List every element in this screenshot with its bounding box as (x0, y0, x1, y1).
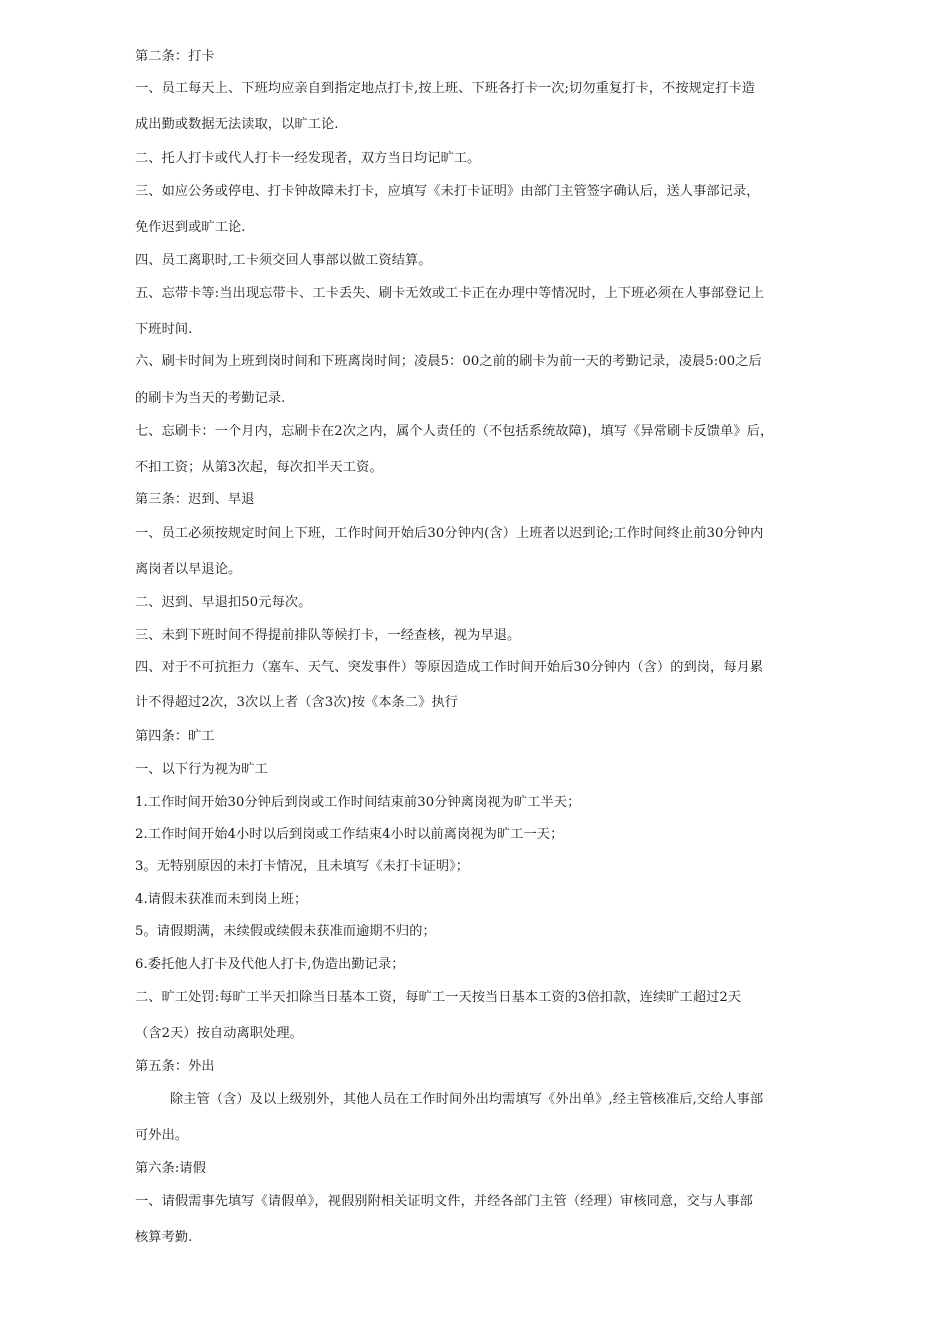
paragraph-line: 三、未到下班时间不得提前排队等候打卡，一经查核，视为早退。 (135, 628, 521, 643)
section-heading-clock-in: 第二条：打卡 (135, 49, 215, 64)
paragraph-line: 免作迟到或旷工论. (135, 220, 246, 235)
paragraph-line: 除主管（含）及以上级别外，其他人员在工作时间外出均需填写《外出单》,经主管核准后,交给人事部 (170, 1092, 764, 1107)
paragraph-line: 二、托人打卡或代人打卡一经发现者，双方当日均记旷工。 (135, 151, 481, 166)
paragraph-line: 计不得超过2次，3次以上者（含3次)按《本条二》执行 (135, 695, 459, 710)
list-item: 2.工作时间开始4小时以后到岗或工作结束4小时以前离岗视为旷工一天； (135, 827, 564, 842)
paragraph-line: 不扣工资；从第3次起，每次扣半天工资。 (135, 460, 383, 475)
list-item: 4.请假未获准而未到岗上班； (135, 892, 308, 907)
section-heading-going-out: 第五条：外出 (135, 1059, 215, 1074)
paragraph-line: 离岗者以早退论。 (135, 562, 242, 577)
paragraph-line: 下班时间. (135, 322, 193, 337)
paragraph-line: 可外出。 (135, 1128, 189, 1143)
paragraph-line: 一、员工每天上、下班均应亲自到指定地点打卡,按上班、下班各打卡一次;切勿重复打卡，不按规定打卡造 (135, 81, 756, 96)
section-heading-late-early: 第三条：迟到、早退 (135, 492, 255, 507)
paragraph-line: 二、迟到、早退扣50元每次。 (135, 595, 312, 610)
paragraph-line: （含2天）按自动离职处理。 (135, 1026, 303, 1041)
paragraph-line: 一、员工必须按规定时间上下班，工作时间开始后30分钟内(含）上班者以迟到论;工作时间终止前30分钟内 (135, 526, 764, 541)
section-heading-absence: 第四条：旷工 (135, 729, 215, 744)
list-item: 3。无特别原因的未打卡情况，且未填写《未打卡证明》； (135, 859, 470, 874)
list-item: 6.委托他人打卡及代他人打卡,伪造出勤记录； (135, 957, 405, 972)
paragraph-line: 四、对于不可抗拒力（塞车、天气、突发事件）等原因造成工作时间开始后30分钟内（含）的到岗，每月累 (135, 660, 764, 675)
list-item: 5。请假期满，未续假或续假未获准而逾期不归的； (135, 924, 436, 939)
paragraph-line: 五、忘带卡等:当出现忘带卡、工卡丢失、刷卡无效或工卡正在办理中等情况时，上下班必须在人事部登记上 (135, 286, 765, 301)
paragraph-line: 四、员工离职时,工卡须交回人事部以做工资结算。 (135, 253, 432, 268)
paragraph-line: 一、请假需事先填写《请假单》，视假别附相关证明文件，并经各部门主管（经理）审核同意，交与人事部 (135, 1194, 753, 1209)
paragraph-line: 六、刷卡时间为上班到岗时间和下班离岗时间；凌晨5：00之前的刷卡为前一天的考勤记录，凌晨5:00之后 (135, 354, 762, 369)
paragraph-line: 成出勤或数据无法读取，以旷工论. (135, 117, 339, 132)
paragraph-line: 一、以下行为视为旷工 (135, 762, 268, 777)
paragraph-line: 三、如应公务或停电、打卡钟故障未打卡，应填写《未打卡证明》由部门主管签字确认后，送人事部记录， (135, 184, 760, 199)
paragraph-line: 的刷卡为当天的考勤记录. (135, 391, 286, 406)
section-heading-leave: 第六条:请假 (135, 1161, 206, 1176)
paragraph-line: 二、旷工处罚:每旷工半天扣除当日基本工资，每旷工一天按当日基本工资的3倍扣款，连续旷工超过2天 (135, 990, 742, 1005)
list-item: 1.工作时间开始30分钟后到岗或工作时间结束前30分钟离岗视为旷工半天； (135, 795, 581, 810)
paragraph-line: 七、忘刷卡：一个月内，忘刷卡在2次之内，属个人责任的（不包括系统故障)，填写《异常刷卡反馈单》后， (135, 424, 774, 439)
paragraph-line: 核算考勤. (135, 1230, 193, 1245)
